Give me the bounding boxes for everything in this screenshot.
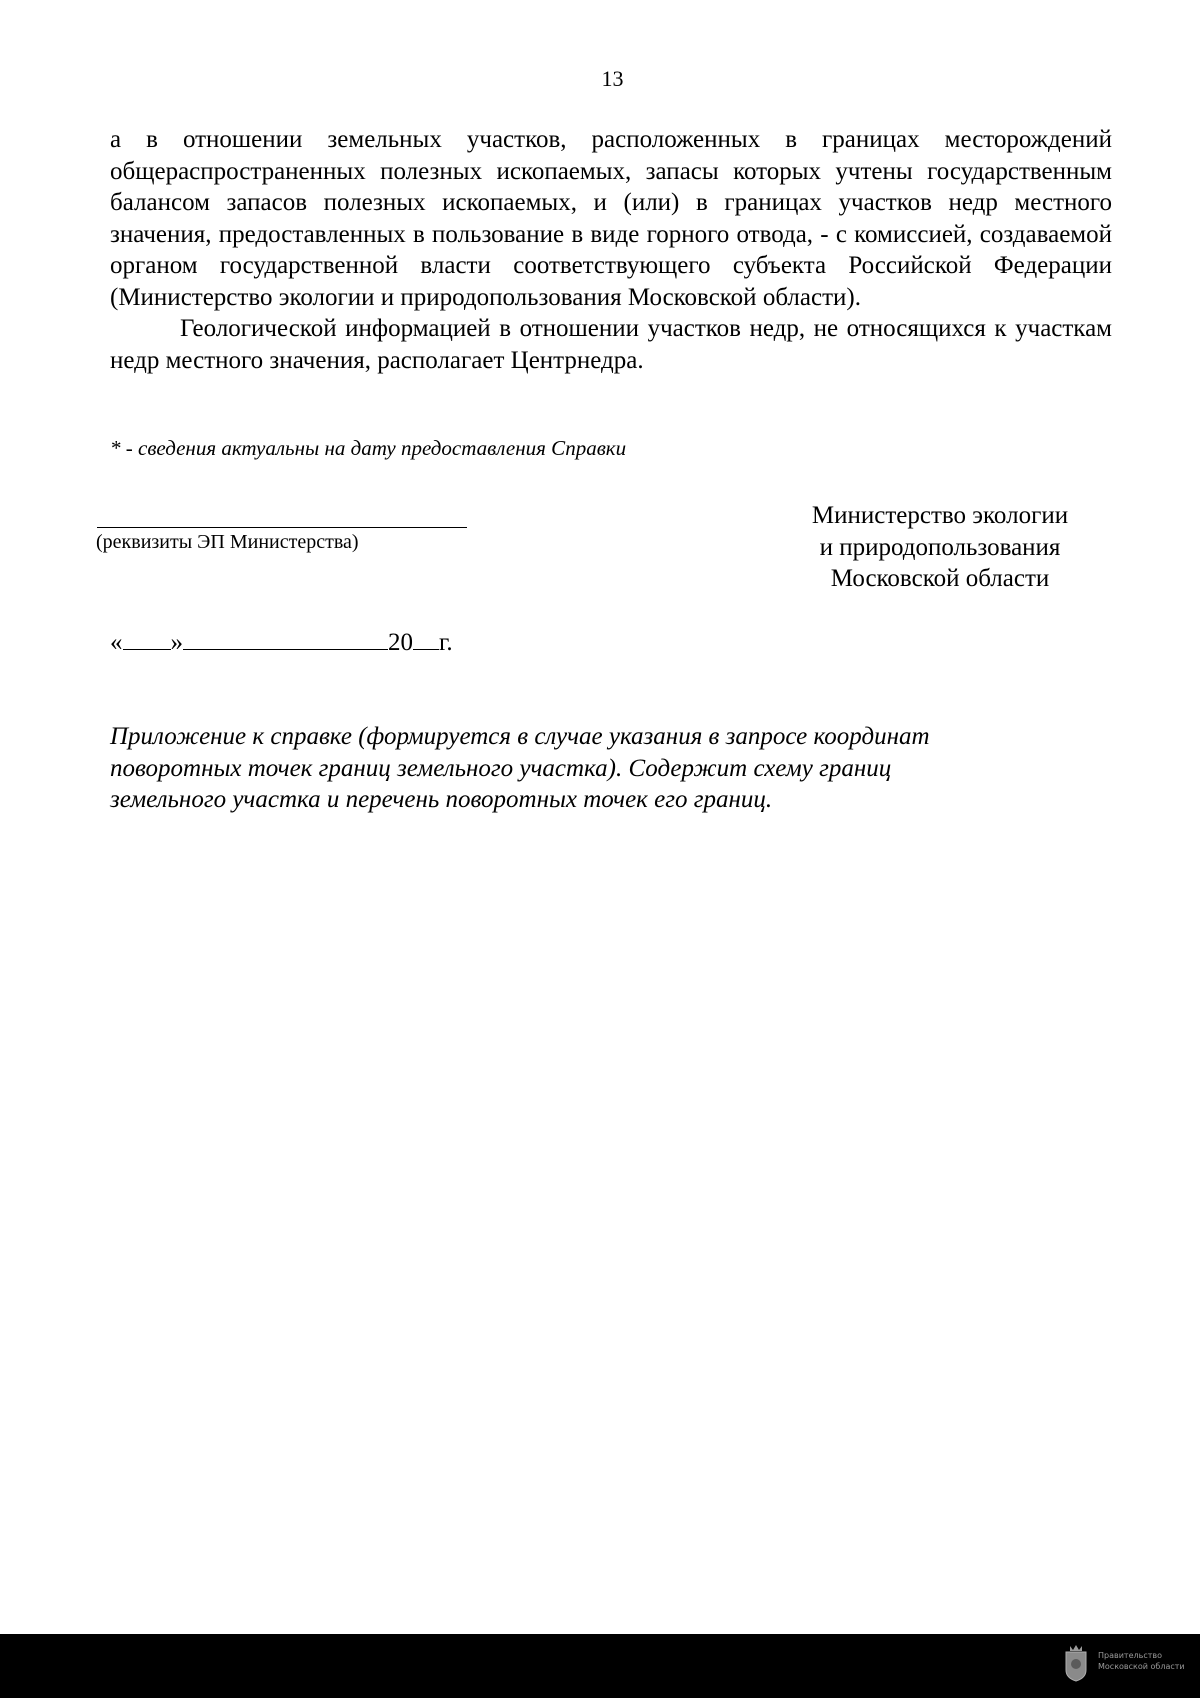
signature-line bbox=[97, 527, 467, 528]
main-text bbox=[110, 124, 1112, 376]
ministry-name bbox=[780, 500, 1100, 595]
year-blank bbox=[413, 627, 439, 650]
ministry-line: Московской области bbox=[830, 565, 1050, 592]
text-line: горного отвода, - с комиссией, создаваемой органом государственной власти bbox=[110, 220, 1112, 279]
signature-caption: (реквизиты ЭП Министерства) bbox=[96, 531, 359, 553]
date-close-quote: » bbox=[170, 629, 183, 656]
year-suffix: г. bbox=[439, 629, 453, 656]
ministry-line: Министерство экологии bbox=[811, 502, 1069, 529]
day-blank bbox=[123, 627, 171, 650]
paragraph-2 bbox=[110, 313, 1112, 376]
text-line: общераспространенных полезных ископаемых, запасы которых учтены bbox=[110, 157, 913, 185]
ministry-line: и природопользования bbox=[819, 533, 1061, 561]
footer-logo-text bbox=[1098, 1650, 1185, 1672]
page-number: 13 bbox=[601, 66, 624, 91]
logo-line: Московской области bbox=[1098, 1662, 1185, 1671]
appendix-line: поворотных точек границ земельного участка). Содержит схему границ bbox=[110, 754, 892, 782]
month-blank bbox=[183, 627, 388, 650]
paragraph-1 bbox=[110, 124, 1112, 313]
appendix-line: Приложение к справке (формируется в случае указания в запросе координат bbox=[110, 723, 930, 750]
appendix-note bbox=[110, 721, 1100, 816]
logo-line: Правительство bbox=[1098, 1651, 1162, 1660]
text-line: Геологической информацией в отношении участков недр, не относящихся bbox=[180, 315, 986, 342]
coat-of-arms-icon bbox=[1063, 1644, 1089, 1682]
appendix-line: земельного участка и перечень поворотных точек его границ. bbox=[110, 786, 773, 813]
text-line: участков недр местного значения, предоставленных в пользование в виде bbox=[110, 189, 1113, 248]
scan-bottom-bar bbox=[0, 1634, 1200, 1698]
footnote: * - сведения актуальны на дату предоставления Справки bbox=[110, 436, 627, 460]
year-prefix: 20 bbox=[388, 629, 413, 656]
text-line: к участкам недр местного значения, располагает Центрнедра. bbox=[110, 315, 1112, 374]
text-line: государственным балансом запасов полезных ископаемых, и (или) в границах bbox=[110, 157, 1113, 216]
text-line: а в отношении земельных участков, расположенных в границах месторождений bbox=[110, 126, 1112, 153]
text-line: соответствующего субъекта Российской Федерации (Министерство экологии bbox=[110, 252, 1113, 311]
date-line bbox=[110, 627, 453, 657]
text-line: и природопользования Московской области). bbox=[380, 283, 861, 311]
date-open-quote: « bbox=[110, 629, 123, 656]
